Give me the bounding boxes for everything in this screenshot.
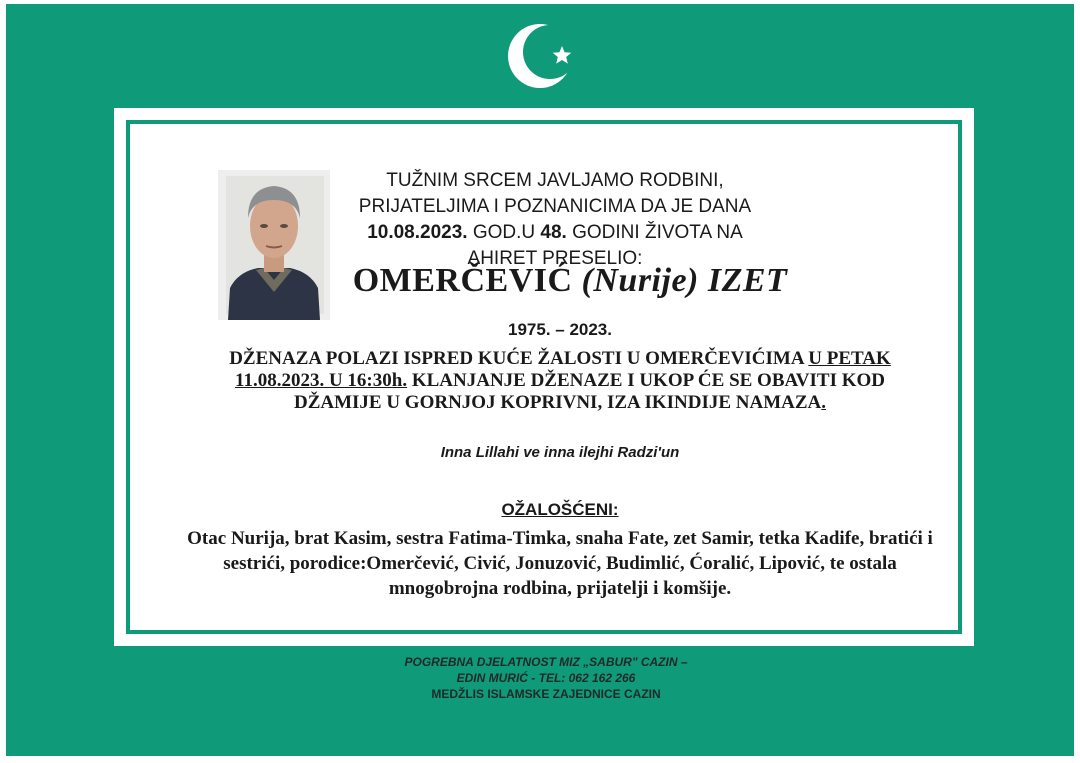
- funeral-service-footer: [306, 654, 786, 702]
- crescent-and-star-icon: [506, 16, 586, 96]
- footer-line-2: EDIN MURIĆ - TEL: 062 162 266: [456, 671, 636, 685]
- life-years: 1975. – 2023.: [508, 320, 612, 339]
- footer-line-1: POGREBNA DJELATNOST MIZ „SABUR" CAZIN –: [404, 655, 688, 669]
- footer-line-3: MEDŽLIS ISLAMSKE ZAJEDNICE CAZIN: [431, 687, 661, 701]
- prayer-line: Inna Lillahi ve inna ilejhi Radzi'un: [440, 444, 680, 461]
- notice-paper: [140, 134, 948, 620]
- mourners-heading: OŽALOŠĆENI:: [501, 500, 619, 519]
- announcement-intro: [345, 168, 765, 272]
- notice-frame: [114, 108, 974, 646]
- funeral-text-part2: KLANJANJE DŽENAZE I UKOP ĆE SE OBAVITI KOD DŽAMIJE U GORNJOJ KOPRIVNI, IZA IKINDIJE NAMAZA: [293, 370, 885, 413]
- intro-text-part3: GODINI ŽIVOTA NA AHIRET PRESELIO:: [467, 222, 743, 269]
- surname: OMERČEVIĆ: [352, 262, 573, 299]
- funeral-text-part1: DŽENAZA POLAZI ISPRED KUĆE ŽALOSTI U OMERČEVIĆIMA: [229, 348, 809, 369]
- funeral-details: [210, 348, 910, 414]
- mourners-list: Otac Nurija, brat Kasim, sestra Fatima-Timka, snaha Fate, zet Samir, tetka Kadife, bratići i sestrići, porodice:Omerčević, Civić, Jonuzović, Budimlić, Ćoralić, Lipović, te ostala mnogobrojna rodbina, prijatelji i komšije.: [187, 528, 933, 599]
- intro-text-part2: GOD.U: [467, 222, 541, 243]
- intro-text-part1: TUŽNIM SRCEM JAVLJAMO RODBINI, PRIJATELJIMA I POZNANICIMA DA JE DANA: [358, 170, 752, 217]
- age: 48.: [540, 222, 567, 243]
- funeral-text-end: .: [821, 392, 827, 413]
- notice-inner-border: [126, 120, 962, 634]
- given-name: IZET: [707, 262, 788, 299]
- obituary-sheet: [6, 4, 1074, 756]
- funeral-date-time: U PETAK 11.08.2023. U 16:30h.: [235, 348, 891, 391]
- death-date: 10.08.2023.: [367, 222, 468, 243]
- patronymic: (Nurije): [581, 262, 699, 299]
- deceased-name: [300, 262, 840, 300]
